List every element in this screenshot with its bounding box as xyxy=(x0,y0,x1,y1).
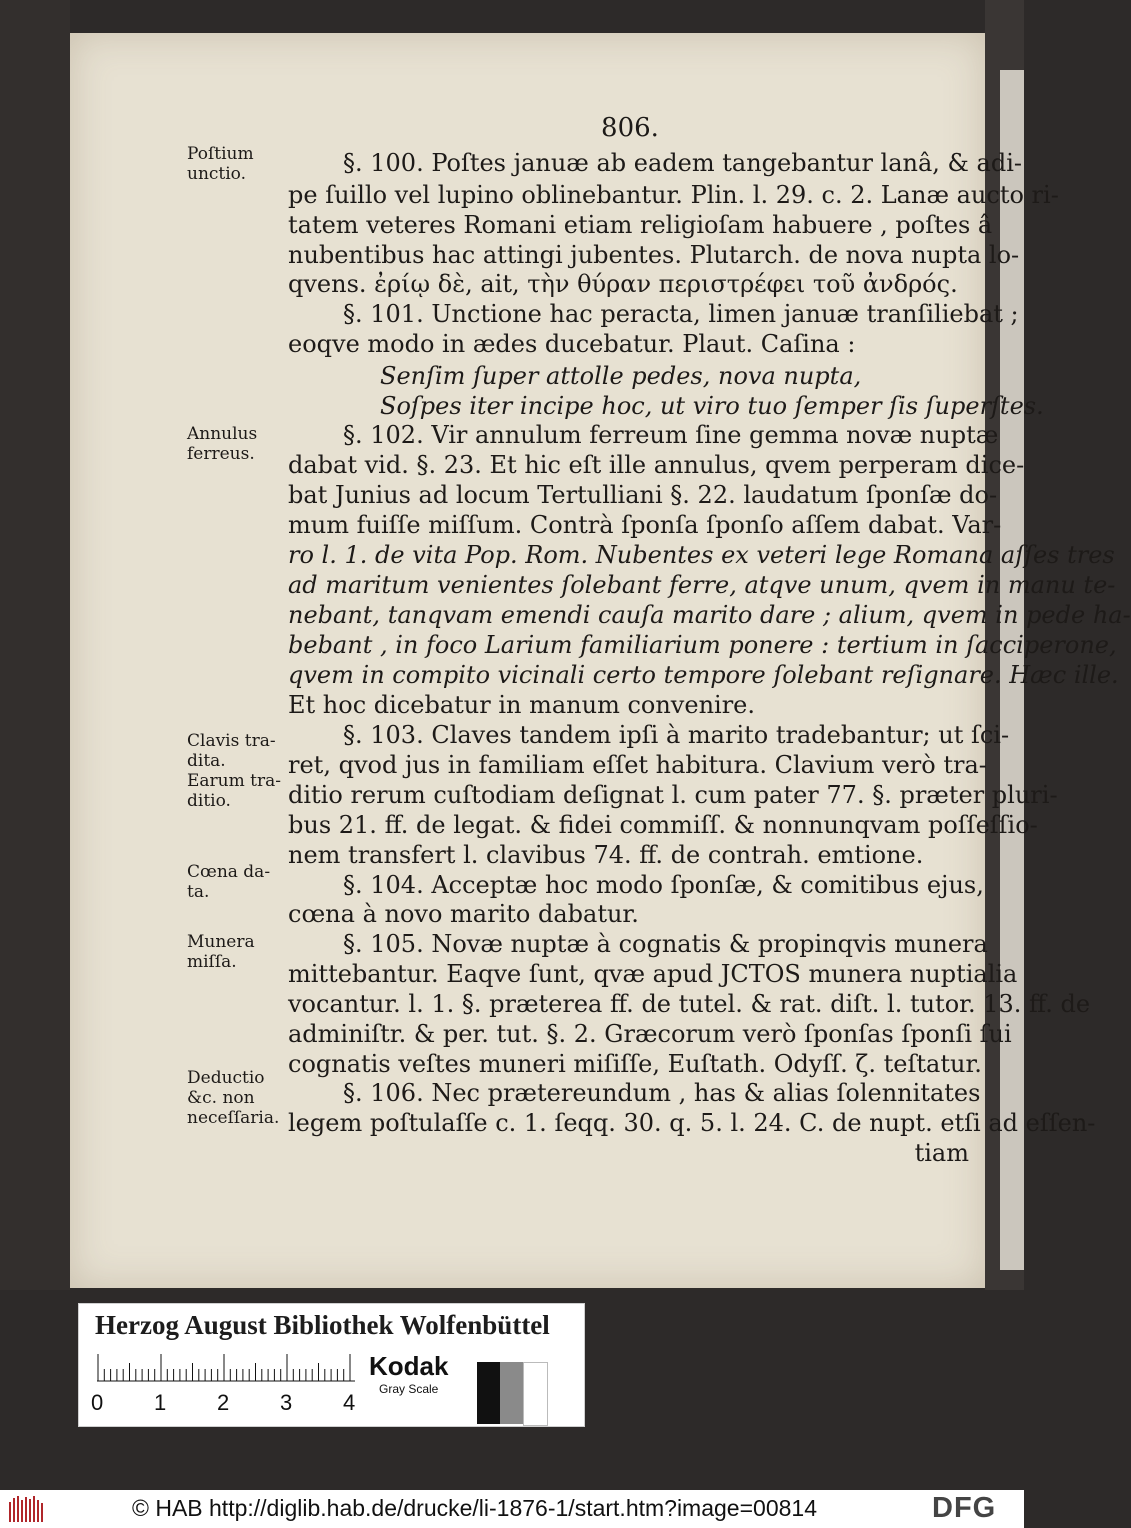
margin-note-line: Clavis tra- xyxy=(187,731,276,751)
margin-note-earum xyxy=(187,771,287,811)
text-line: §. 106. Nec prætereundum , has & alias ſolennitates xyxy=(343,1079,981,1107)
gray-patch-mid xyxy=(500,1362,523,1424)
verse-line: Soſpes iter incipe hoc, ut viro tuo ſemper ſis ſuperſtes. xyxy=(380,392,1044,420)
text-line: qvens. ἐρίῳ δὲ, ait, τὴν θύραν περιστρέφει τοῦ ἀνδρός. xyxy=(288,270,958,298)
text-line: eoqve modo in ædes ducebatur. Plaut. Caſina : xyxy=(288,330,856,358)
text-line: ro l. 1. de vita Pop. Rom. Nubentes ex veteri lege Romana aſſes tres xyxy=(288,541,1115,569)
margin-note-line: Poſtium xyxy=(187,144,254,164)
text-line: §. 101. Unctione hac peracta, limen januæ tranſiliebat ; xyxy=(343,300,1019,328)
text-line: nubentibus hac attingi jubentes. Plutarch. de nova nupta lo- xyxy=(288,241,1020,269)
text-line: mum fuiſſe miſſum. Contrà ſponſa ſponſo aſſem dabat. Var- xyxy=(288,511,1002,539)
ruler-number: 0 xyxy=(91,1390,104,1415)
verse-line: Senſim ſuper attolle pedes, nova nupta, xyxy=(380,362,862,390)
margin-note-deductio xyxy=(187,1068,287,1128)
text-line: bebant , in foco Larium familiarium ponere : tertium in ſacciperone, xyxy=(288,631,1117,659)
ruler xyxy=(97,1354,355,1382)
text-line: §. 104. Acceptæ hoc modo ſponſæ, & comitibus ejus, xyxy=(343,871,984,899)
margin-note-line: Annulus xyxy=(187,424,258,444)
ruler-number: 1 xyxy=(154,1390,167,1415)
text-line: legem poſtulaſſe c. 1. ſeqq. 30. q. 5. l. 24. C. de nupt. etſi ad eſſen- xyxy=(288,1109,1096,1137)
scan-background-left xyxy=(0,0,70,1290)
hab-logo-icon xyxy=(8,1494,44,1524)
gray-scale-label: Gray Scale xyxy=(379,1382,439,1396)
dfg-logo: DFG xyxy=(932,1492,997,1524)
margin-note-line: dita. xyxy=(187,751,226,771)
margin-note-line: Deductio xyxy=(187,1068,265,1088)
text-line: cognatis veſtes muneri miſiſſe, Euſtath. Odyſſ. ζ. teſtatur. xyxy=(288,1050,982,1078)
margin-note-line: neceſſaria. xyxy=(187,1108,280,1128)
footer-bar xyxy=(0,1490,1024,1528)
text-line: tatem veteres Romani etiam religioſam habuere , poſtes â xyxy=(288,211,993,239)
text-line: bat Junius ad locum Tertulliani §. 22. laudatum ſponſæ do- xyxy=(288,481,998,509)
margin-note-line: Cœna da- xyxy=(187,862,271,882)
ruler-number: 3 xyxy=(280,1390,293,1415)
margin-note-line: &c. non xyxy=(187,1088,255,1108)
margin-note-line: Munera xyxy=(187,932,255,952)
color-scale-card xyxy=(78,1303,585,1427)
margin-note-munera xyxy=(187,932,287,972)
ruler-number: 4 xyxy=(343,1390,356,1415)
text-line: Et hoc dicebatur in manum convenire. xyxy=(288,691,756,719)
margin-note-postium xyxy=(187,144,287,184)
text-line: cœna à novo marito dabatur. xyxy=(288,900,639,928)
text-line: nebant, tanqvam emendi cauſa marito dare ; alium, qvem in pede ha- xyxy=(288,601,1131,629)
text-line: vocantur. l. 1. §. præterea ff. de tutel. & rat. diſt. l. tutor. 13. ff. de xyxy=(288,990,1091,1018)
text-line: bus 21. ff. de legat. & fidei commiſſ. & nonnunqvam poſſeſſio- xyxy=(288,811,1038,839)
margin-note-line: miſſa. xyxy=(187,952,237,972)
text-line: qvem in compito vicinali certo tempore ſolebant reſignare. Hæc ille. xyxy=(288,661,1119,689)
text-line: ad maritum venientes ſolebant ferre, atqve unum, qvem in manu te- xyxy=(288,571,1116,599)
text-line: §. 103. Claves tandem ipſi à marito tradebantur; ut ſci- xyxy=(343,721,1010,749)
ruler-number: 2 xyxy=(217,1390,230,1415)
margin-note-clavis xyxy=(187,731,287,771)
margin-note-line: ta. xyxy=(187,882,210,902)
text-line: dabat vid. §. 23. Et hic eſt ille annulus, qvem perperam dice- xyxy=(288,451,1025,479)
kodak-label: Kodak xyxy=(369,1351,449,1381)
margin-note-annulus xyxy=(187,424,287,464)
copyright-url[interactable]: © HAB http://diglib.hab.de/drucke/li-1876-1/start.htm?image=00814 xyxy=(132,1495,817,1521)
margin-note-line: Earum tra- xyxy=(187,771,281,791)
library-title: Herzog August Bibliothek Wolfenbüttel xyxy=(95,1310,550,1340)
gray-patch-black xyxy=(477,1362,500,1424)
ruler-labels xyxy=(91,1390,371,1418)
text-line: §. 102. Vir annulum ferreum ſine gemma novæ nuptæ xyxy=(343,421,999,449)
text-line: §. 105. Novæ nuptæ à cognatis & propinqvis munera xyxy=(343,930,988,958)
text-line: §. 100. Poſtes januæ ab eadem tangebantur lanâ, & adi- xyxy=(343,149,1023,177)
text-line: pe ſuillo vel lupino oblinebantur. Plin. l. 29. c. 2. Lanæ aucto ri- xyxy=(288,181,1059,209)
margin-note-line: ferreus. xyxy=(187,444,255,464)
text-line: adminiſtr. & per. tut. §. 2. Græcorum verò ſponſas ſponſi ſui xyxy=(288,1020,1012,1048)
margin-note-coena xyxy=(187,862,287,902)
gray-patch-white xyxy=(523,1362,548,1426)
catchword: tiam xyxy=(914,1139,969,1167)
page-number: 806. xyxy=(601,113,659,143)
text-line: mittebantur. Eaqve ſunt, qvæ apud JCTOS munera nuptialia xyxy=(288,960,1018,988)
margin-note-line: ditio. xyxy=(187,791,231,811)
margin-note-line: unctio. xyxy=(187,164,247,184)
text-line: ret, qvod jus in familiam eſſet habitura. Clavium verò tra- xyxy=(288,751,987,779)
text-line: ditio rerum cuſtodiam deſignat l. cum pater 77. §. præter pluri- xyxy=(288,781,1058,809)
text-line: nem transfert l. clavibus 74. ff. de contrah. emtione. xyxy=(288,841,924,869)
